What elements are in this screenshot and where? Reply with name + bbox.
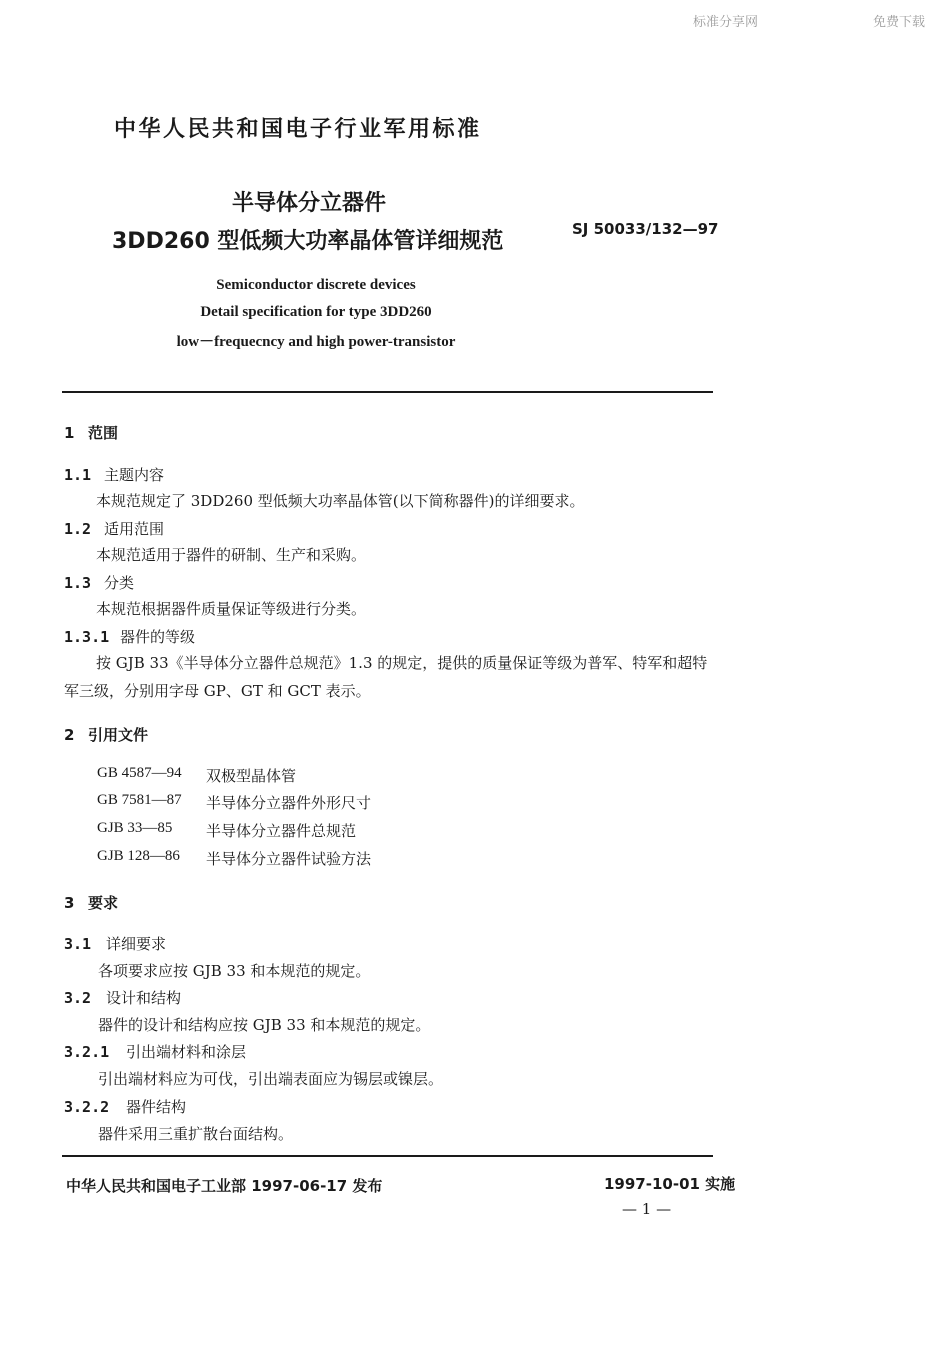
- standard-category: 中华人民共和国电子行业军用标准: [114, 117, 482, 142]
- issuer-line: 中华人民共和国电子工业部 1997-06-17 发布: [66, 1177, 383, 1195]
- section-title: 范围: [88, 424, 119, 442]
- section-title: 适用范围: [104, 520, 165, 538]
- section-title: 要求: [88, 894, 119, 912]
- section-1-heading: [64, 422, 118, 443]
- section-3-1-text: 各项要求应按 GJB 33 和本规范的规定。: [98, 962, 371, 980]
- reference-code: GJB 128—86: [97, 848, 180, 864]
- footer-divider: [62, 1155, 713, 1157]
- section-number: 1: [64, 424, 75, 442]
- header-divider: [62, 391, 713, 393]
- effective-date: 1997-10-01 实施: [604, 1175, 736, 1193]
- section-number: 3.2: [64, 989, 92, 1007]
- section-1-3-text: 本规范根据器件质量保证等级进行分类。: [96, 600, 367, 618]
- section-title: 器件的等级: [120, 628, 196, 646]
- section-title: 引出端材料和涂层: [126, 1043, 247, 1061]
- section-number: 1.1: [64, 466, 92, 484]
- section-title: 分类: [104, 574, 135, 592]
- doc-title-line2: 3DD260 型低频大功率晶体管详细规范: [112, 229, 504, 254]
- section-number: 1.2: [64, 520, 92, 538]
- section-3-heading: [64, 892, 118, 913]
- section-title: 详细要求: [106, 935, 167, 953]
- section-title: 主题内容: [104, 466, 165, 484]
- reference-code: GJB 33—85: [97, 820, 173, 836]
- section-1-3-1-text-line1: 按 GJB 33《半导体分立器件总规范》1.3 的规定，提供的质量保证等级为普军、特军和超特: [96, 654, 708, 672]
- section-title: 引用文件: [88, 726, 149, 744]
- section-1-3-heading: [64, 572, 134, 593]
- section-title: 设计和结构: [106, 989, 182, 1007]
- section-3-1-heading: [64, 933, 166, 954]
- section-3-2-2-heading: [64, 1096, 186, 1117]
- reference-name: 半导体分立器件外形尺寸: [206, 794, 372, 812]
- reference-code: GB 4587—94: [97, 765, 182, 781]
- english-title-line3: low－frequecncy and high power-transistor: [176, 334, 456, 350]
- section-1-3-1-text-line2: 军三级，分别用字母 GP、GT 和 GCT 表示。: [64, 682, 371, 700]
- section-number: 2: [64, 726, 75, 744]
- section-number: 3.1: [64, 935, 92, 953]
- section-number: 3: [64, 894, 75, 912]
- section-3-2-text: 器件的设计和结构应按 GJB 33 和本规范的规定。: [98, 1016, 431, 1034]
- section-number: 3.2.2: [64, 1098, 110, 1116]
- reference-code: GB 7581—87: [97, 792, 182, 808]
- section-1-3-1-heading: [64, 626, 195, 647]
- section-1-1-text: 本规范规定了 3DD260 型低频大功率晶体管(以下简称器件)的详细要求。: [96, 492, 585, 510]
- english-title-line2: Detail specification for type 3DD260: [200, 304, 432, 320]
- reference-name: 半导体分立器件试验方法: [206, 850, 372, 868]
- section-title: 器件结构: [126, 1098, 187, 1116]
- english-title-line1: Semiconductor discrete devices: [216, 277, 416, 293]
- page-number: — 1 —: [622, 1200, 672, 1218]
- watermark-left: 标准分享网: [693, 15, 759, 30]
- section-3-2-1-text: 引出端材料应为可伐，引出端表面应为锡层或镍层。: [98, 1070, 444, 1088]
- watermark-right: 免费下载: [873, 15, 926, 30]
- doc-number: SJ 50033/132—97: [572, 220, 719, 238]
- section-number: 1.3: [64, 574, 92, 592]
- section-1-2-heading: [64, 518, 164, 539]
- reference-name: 半导体分立器件总规范: [206, 822, 357, 840]
- section-3-2-1-heading: [64, 1041, 246, 1062]
- section-1-1-heading: [64, 464, 164, 485]
- section-3-2-heading: [64, 987, 181, 1008]
- section-2-heading: [64, 724, 148, 745]
- section-number: 1.3.1: [64, 628, 110, 646]
- doc-title-line1: 半导体分立器件: [232, 191, 387, 216]
- section-number: 3.2.1: [64, 1043, 110, 1061]
- section-1-2-text: 本规范适用于器件的研制、生产和采购。: [96, 546, 367, 564]
- reference-name: 双极型晶体管: [206, 767, 297, 785]
- section-3-2-2-text: 器件采用三重扩散台面结构。: [98, 1125, 294, 1143]
